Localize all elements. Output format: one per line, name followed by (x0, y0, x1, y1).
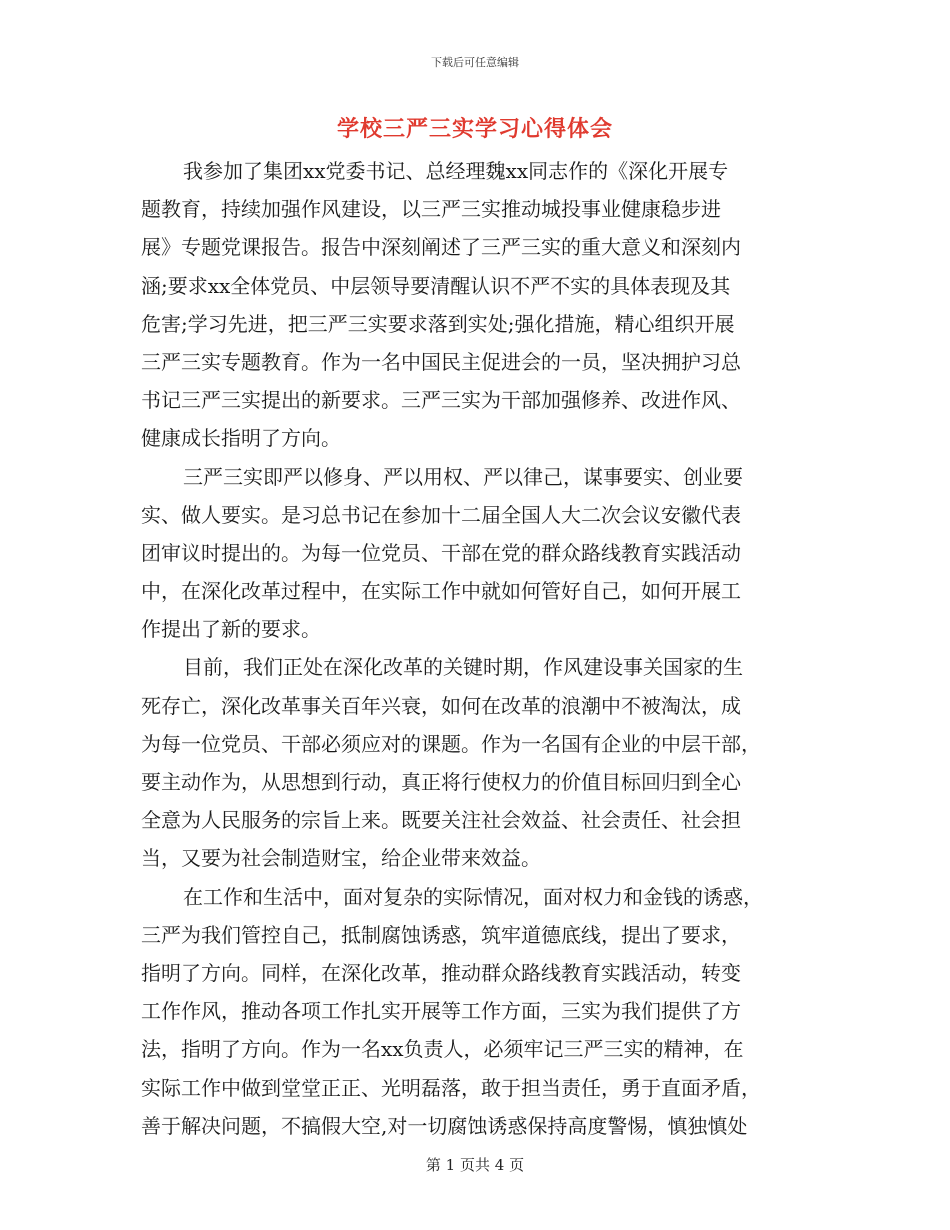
text-line: 展》专题党课报告。报告中深刻阐述了三严三实的重大意义和深刻内 (141, 235, 741, 260)
text-line: 团审议时提出的。为每一位党员、干部在党的群众路线教育实践活动 (141, 540, 741, 565)
text-line: 为每一位党员、干部必须应对的课题。作为一名国有企业的中层干部， (141, 731, 761, 756)
text-line: 要主动作为，从思想到行动，真正将行使权力的价值目标回归到全心 (141, 770, 741, 794)
text-line: 当，又要为社会制造财宝，给企业带来效益。 (141, 846, 541, 871)
page-number-footer: 第 1 页共 4 页 (425, 1156, 525, 1174)
text-line: 指明了方向。同样，在深化改革，推动群众路线教育实践活动，转变 (141, 960, 741, 985)
text-line: 目前，我们正处在深化改革的关键时期，作风建设事关国家的生 (183, 655, 743, 680)
text-line: 涵;要求xx全体党员、中层领导要清醒认识不严不实的具体表现及其 (141, 273, 731, 298)
text-line: 三严为我们管控自己，抵制腐蚀诱惑，筑牢道德底线，提出了要求， (141, 922, 741, 947)
text-line: 在工作和生活中，面对复杂的实际情况，面对权力和金钱的诱惑， (183, 884, 763, 909)
text-line: 全意为人民服务的宗旨上来。既要关注社会效益、社会责任、社会担 (141, 808, 741, 833)
document-body (141, 152, 809, 1145)
text-line: 健康成长指明了方向。 (141, 426, 341, 451)
text-line: 工作作风，推动各项工作扎实开展等工作方面，三实为我们提供了方 (141, 999, 741, 1024)
text-line: 法，指明了方向。作为一名xx负责人，必须牢记三严三实的精神，在 (141, 1037, 744, 1062)
text-line: 危害;学习先进，把三严三实要求落到实处;强化措施，精心组织开展 (141, 311, 735, 336)
text-line: 我参加了集团xx党委书记、总经理魏xx同志作的《深化开展专 (183, 159, 729, 183)
text-line: 题教育，持续加强作风建设，以三严三实推动城投事业健康稳步进 (141, 197, 721, 222)
text-line: 中，在深化改革过程中，在实际工作中就如何管好自己，如何开展工 (141, 579, 741, 604)
text-line: 书记三严三实提出的新要求。三严三实为干部加强修养、改进作风、 (141, 388, 741, 413)
text-line: 实、做人要实。是习总书记在参加十二届全国人大二次会议安徽代表 (141, 502, 741, 527)
text-line: 三严三实即严以修身、严以用权、严以律己，谋事要实、创业要 (183, 464, 743, 489)
text-line: 作提出了新的要求。 (141, 617, 321, 642)
text-line: 实际工作中做到堂堂正正、光明磊落，敢于担当责任，勇于直面矛盾， (141, 1075, 761, 1100)
document-title: 学校三严三实学习心得体会 (336, 116, 613, 142)
text-line: 善于解决问题，不搞假大空,对一切腐蚀诱惑保持高度警惕，慎独慎处 (141, 1113, 748, 1138)
text-line: 死存亡，深化改革事关百年兴衰，如何在改革的浪潮中不被淘汰，成 (141, 693, 741, 718)
page-header-note: 下载后可任意编辑 (431, 56, 519, 69)
text-line: 三严三实专题教育。作为一名中国民主促进会的一员，坚决拥护习总 (141, 349, 741, 374)
